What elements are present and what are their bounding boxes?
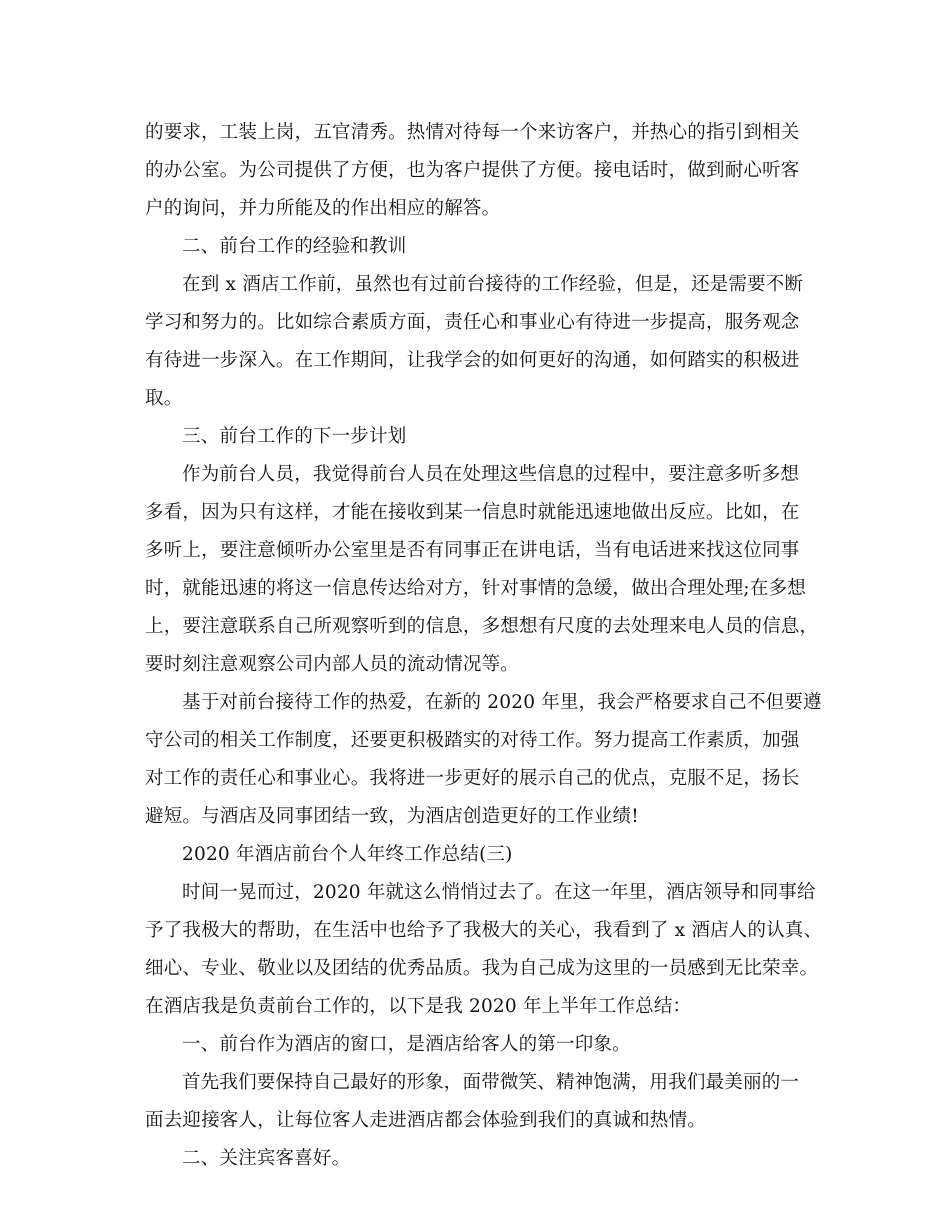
text-line: 的要求，工装上岗，五官清秀。热情对待每一个来访客户，并热心的指引到相关	[145, 122, 800, 143]
text-line: 予了我极大的帮助，在生活中也给予了我极大的关心，我看到了 x 酒店人的认真、	[145, 920, 823, 941]
text-line: 学习和努力的。比如综合素质方面，责任心和事业心有待进一步提高，服务观念	[145, 312, 800, 333]
text-line: 避短。与酒店及同事团结一致，为酒店创造更好的工作业绩!	[145, 806, 639, 827]
text-line: 对工作的责任心和事业心。我将进一步更好的展示自己的优点，克服不足，扬长	[145, 768, 800, 789]
text-line: 细心、专业、敬业以及团结的优秀品质。我为自己成为这里的一员感到无比荣幸。	[145, 958, 819, 979]
text-line: 面去迎接客人，让每位客人走进酒店都会体验到我们的真诚和热情。	[145, 1110, 707, 1131]
section-heading: 一、前台作为酒店的窗口，是酒店给客人的第一印象。	[182, 1034, 631, 1055]
text-line: 的办公室。为公司提供了方便，也为客户提供了方便。接电话时，做到耐心听客	[145, 160, 800, 181]
text-line: 守公司的相关工作制度，还要更积极踏实的对待工作。努力提高工作素质，加强	[145, 730, 800, 751]
text-line: 基于对前台接待工作的热爱，在新的 2020 年里，我会严格要求自己不但要遵	[182, 692, 822, 713]
text-line: 上，要注意联系自己所观察听到的信息，多想想有尺度的去处理来电人员的信息，	[145, 616, 819, 637]
text-line: 作为前台人员，我觉得前台人员在处理这些信息的过程中，要注意多听多想	[182, 464, 800, 485]
text-line: 要时刻注意观察公司内部人员的流动情况等。	[145, 654, 520, 675]
text-line: 在酒店我是负责前台工作的，以下是我 2020 年上半年工作总结：	[145, 996, 692, 1017]
document-subtitle: 2020 年酒店前台个人年终工作总结(三)	[182, 844, 513, 865]
text-line: 首先我们要保持自己最好的形象，面带微笑、精神饱满，用我们最美丽的一	[182, 1072, 800, 1093]
text-line: 多听上，要注意倾听办公室里是否有同事正在讲电话，当有电话进来找这位同事	[145, 540, 800, 561]
section-heading: 三、前台工作的下一步计划	[182, 426, 407, 447]
section-heading: 二、关注宾客喜好。	[182, 1148, 351, 1169]
text-line: 时间一晃而过，2020 年就这么悄悄过去了。在这一年里，酒店领导和同事给	[182, 882, 816, 903]
text-line: 户的询问，并力所能及的作出相应的解答。	[145, 198, 501, 219]
text-line: 有待进一步深入。在工作期间，让我学会的如何更好的沟通，如何踏实的积极进	[145, 350, 800, 371]
text-line: 在到 x 酒店工作前，虽然也有过前台接待的工作经验，但是，还是需要不断	[182, 274, 804, 295]
text-line: 取。	[145, 388, 183, 409]
text-line: 时，就能迅速的将这一信息传达给对方，针对事情的急缓，做出合理处理;在多想	[145, 578, 806, 599]
section-heading: 二、前台工作的经验和教训	[182, 236, 407, 257]
text-line: 多看，因为只有这样，才能在接收到某一信息时就能迅速地做出反应。比如，在	[145, 502, 800, 523]
